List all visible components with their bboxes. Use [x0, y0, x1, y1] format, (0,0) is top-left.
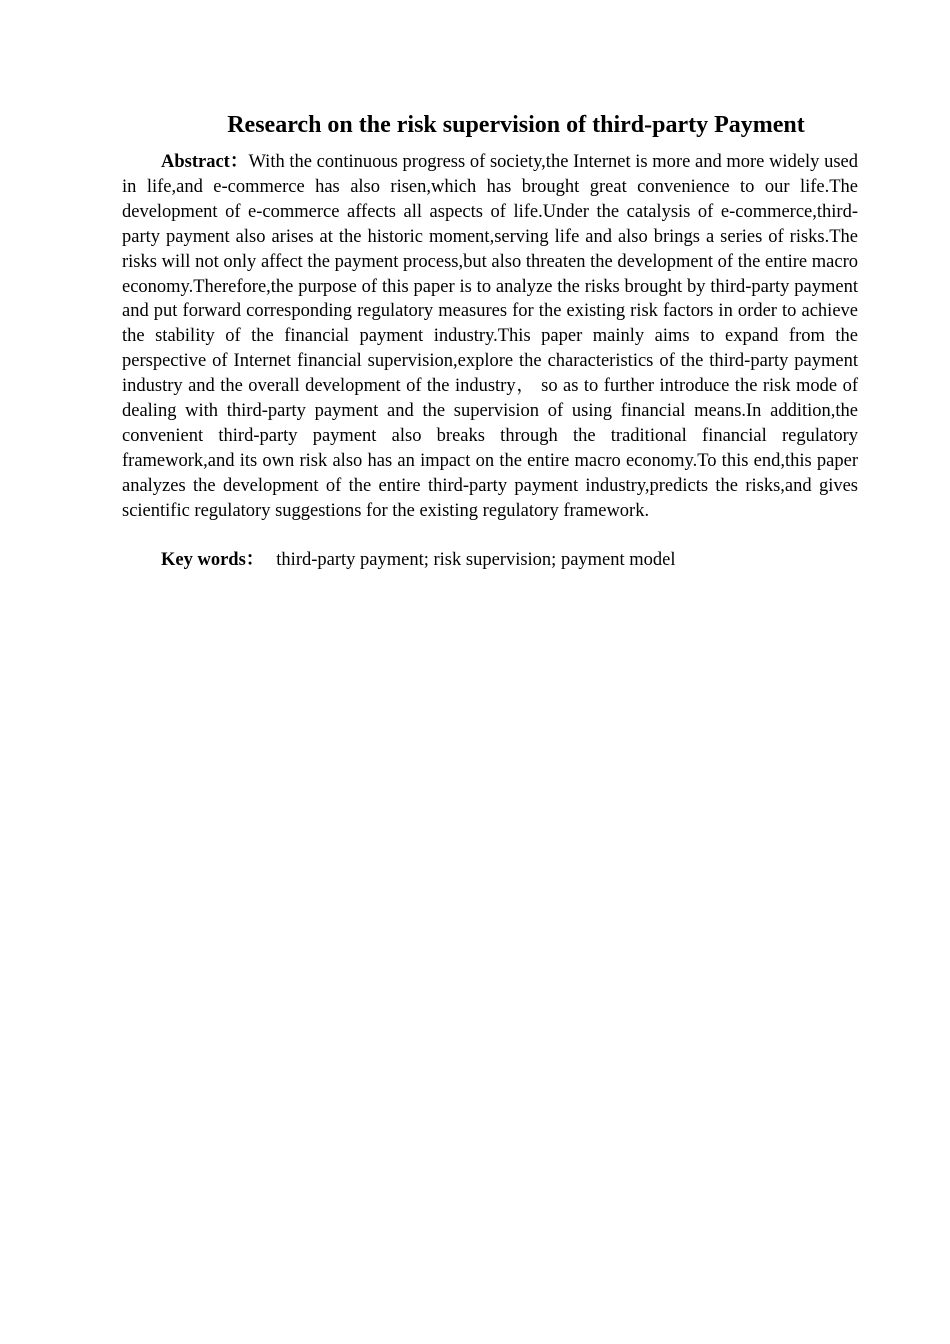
keywords-text: third-party payment; risk supervision; payment model	[276, 550, 676, 570]
paper-title: Research on the risk supervision of third-party Payment	[227, 112, 805, 138]
abstract-text: With the continuous progress of society,the Internet is more and more widely used in life,and e-commerce has also risen,which has brought great convenience to our life.The development of e-commerce affects all aspects of life.Under the catalysis of e-commerce,third-party payment also arises at the historic moment,serving life and also brings a series of risks.The risks will not only affect the payment process,but also threaten the development of the entire macro economy.Therefore,the purpose of this paper is to analyze the risks brought by third-party payment and put forward corresponding regulatory measures for the existing risk factors in order to achieve the stability of the financial payment industry.This paper mainly aims to expand from the perspective of Internet financial supervision,explore the characteristics of the third-party payment industry and the overall development of the industry， so as to further introduce the risk mode of dealing with third-party payment and the supervision of using financial means.In addition,the convenient third-party payment also breaks through the traditional financial regulatory framework,and its own risk also has an impact on the entire macro economy.To this end,this paper analyzes the development of the entire third-party payment industry,predicts the risks,and gives scientific regulatory suggestions for the existing regulatory framework.	[122, 152, 859, 521]
keywords-line	[161, 548, 676, 573]
keywords-label: Key words：	[161, 550, 265, 570]
abstract-paragraph	[122, 150, 858, 524]
abstract-label: Abstract：	[161, 152, 249, 172]
